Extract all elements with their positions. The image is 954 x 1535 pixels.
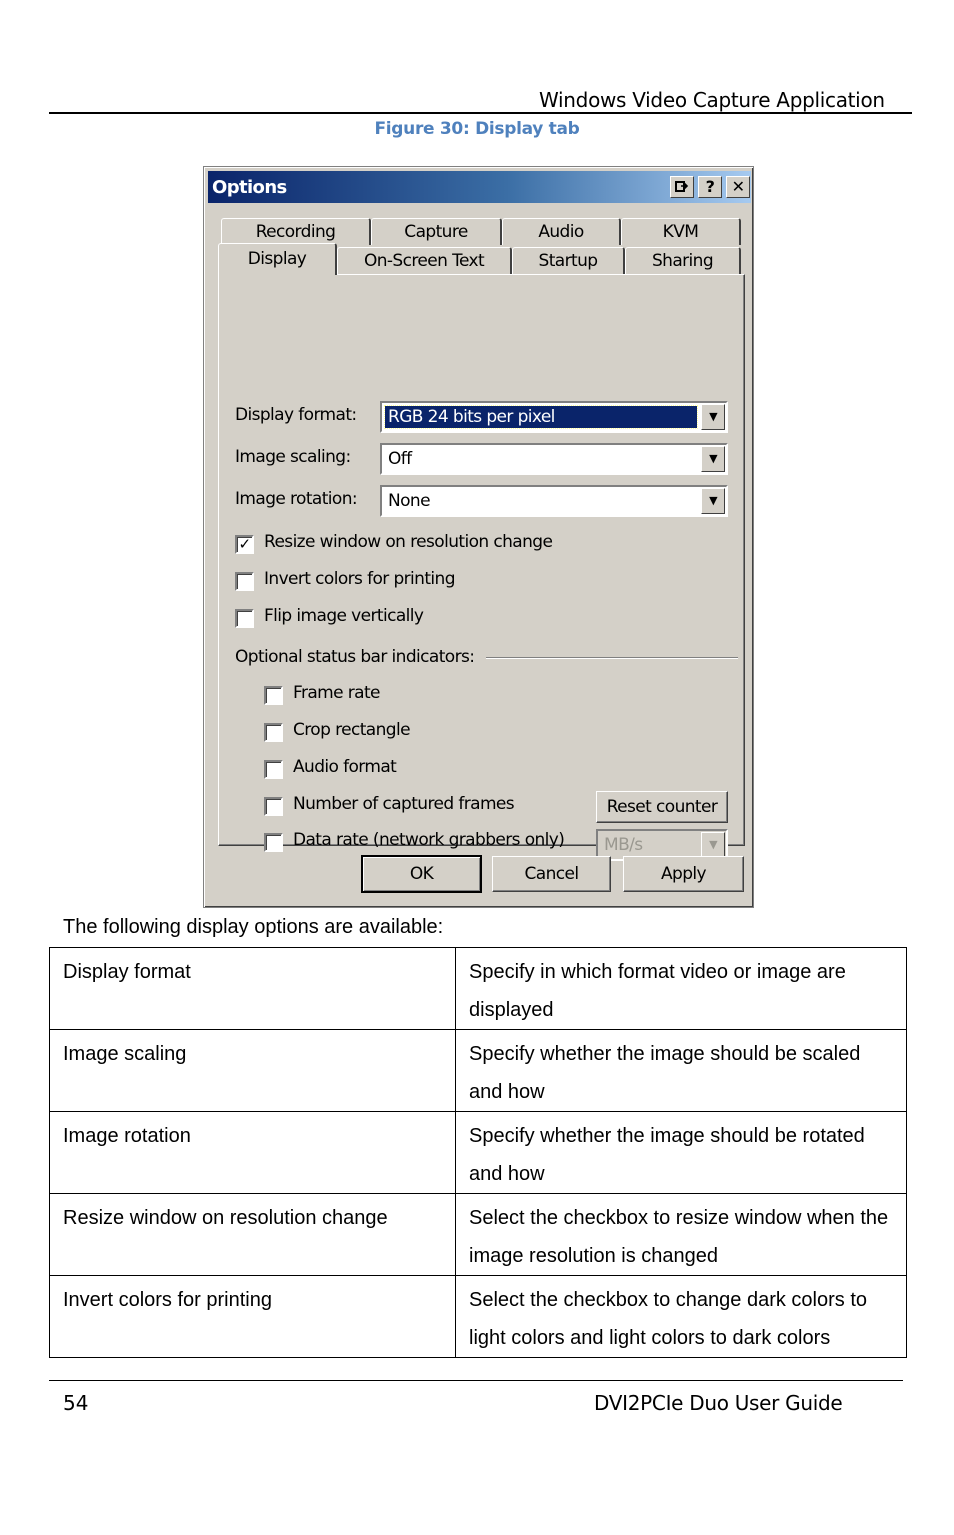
data-rate-checkbox[interactable] [264,833,283,852]
tab-recording[interactable]: Recording [221,218,371,245]
guide-name: DVI2PCIe Duo User Guide [594,1391,843,1415]
image-scaling-label: Image scaling: [235,447,351,467]
resize-window-checkbox[interactable]: ✓ [235,535,254,554]
cancel-button[interactable]: Cancel [492,856,611,892]
restore-icon[interactable] [670,176,694,198]
chevron-down-icon[interactable]: ▼ [701,404,725,430]
invert-colors-label: Invert colors for printing [264,569,455,589]
flip-image-label: Flip image vertically [264,606,424,626]
options-table [49,947,907,1358]
table-row [50,1030,907,1112]
tab-kvm[interactable]: KVM [621,218,741,245]
data-rate-label: Data rate (network grabbers only) [293,830,565,850]
apply-button[interactable]: Apply [623,856,744,892]
tab-startup[interactable]: Startup [512,247,625,274]
display-format-value: RGB 24 bits per pixel [385,406,697,428]
close-icon[interactable]: ✕ [726,176,750,198]
display-format-select[interactable] [380,401,728,433]
table-row [50,1112,907,1194]
frame-rate-label: Frame rate [293,683,380,703]
captured-frames-label: Number of captured frames [293,794,515,814]
intro-text: The following display options are available: [63,916,444,938]
image-scaling-value: Off [388,449,412,469]
footer-rule [49,1380,903,1381]
display-format-label: Display format: [235,405,357,425]
tab-sharing[interactable]: Sharing [625,247,741,274]
help-icon[interactable]: ? [698,176,722,198]
running-header: Windows Video Capture Application [539,88,885,112]
figure-caption: Figure 30: Display tab [374,119,580,139]
chevron-down-icon[interactable]: ▼ [701,446,725,472]
group-divider [486,657,738,659]
page-number: 54 [63,1391,89,1415]
chevron-down-icon[interactable]: ▼ [701,832,725,858]
resize-window-label: Resize window on resolution change [264,532,553,552]
display-tab-panel [218,274,745,855]
option-name: Image scaling [50,1030,456,1112]
option-name: Image rotation [50,1112,456,1194]
option-description: Select the checkbox to change dark colors to light colors and light colors to dark colors [456,1276,907,1358]
tab-display[interactable]: Display [218,243,337,275]
image-rotation-select[interactable] [380,485,728,517]
reset-counter-button[interactable]: Reset counter [596,791,728,823]
tab-capture[interactable]: Capture [371,218,502,245]
audio-format-label: Audio format [293,757,397,777]
tab-audio[interactable]: Audio [502,218,621,245]
chevron-down-icon[interactable]: ▼ [701,488,725,514]
flip-image-checkbox[interactable] [235,609,254,628]
option-description: Specify whether the image should be scaled and how [456,1030,907,1112]
crop-rectangle-checkbox[interactable] [264,723,283,742]
option-name: Invert colors for printing [50,1276,456,1358]
data-rate-unit-value: MB/s [604,835,643,855]
option-description: Select the checkbox to resize window when the image resolution is changed [456,1194,907,1276]
option-name: Display format [50,948,456,1030]
audio-format-checkbox[interactable] [264,760,283,779]
image-scaling-select[interactable] [380,443,728,475]
table-row [50,1194,907,1276]
tab-on-screen-text[interactable]: On-Screen Text [337,247,512,274]
options-dialog [203,166,754,908]
invert-colors-checkbox[interactable] [235,572,254,591]
option-name: Resize window on resolution change [50,1194,456,1276]
header-rule [49,112,912,114]
table-row [50,1276,907,1358]
image-rotation-value: None [388,491,430,511]
dialog-title: Options [212,177,287,198]
dialog-titlebar [208,171,751,203]
frame-rate-checkbox[interactable] [264,686,283,705]
image-rotation-label: Image rotation: [235,489,358,509]
option-description: Specify in which format video or image are displayed [456,948,907,1030]
ok-button[interactable]: OK [361,855,482,893]
status-group-label: Optional status bar indicators: [235,647,475,667]
table-row [50,948,907,1030]
captured-frames-checkbox[interactable] [264,797,283,816]
option-description: Specify whether the image should be rotated and how [456,1112,907,1194]
crop-rectangle-label: Crop rectangle [293,720,410,740]
